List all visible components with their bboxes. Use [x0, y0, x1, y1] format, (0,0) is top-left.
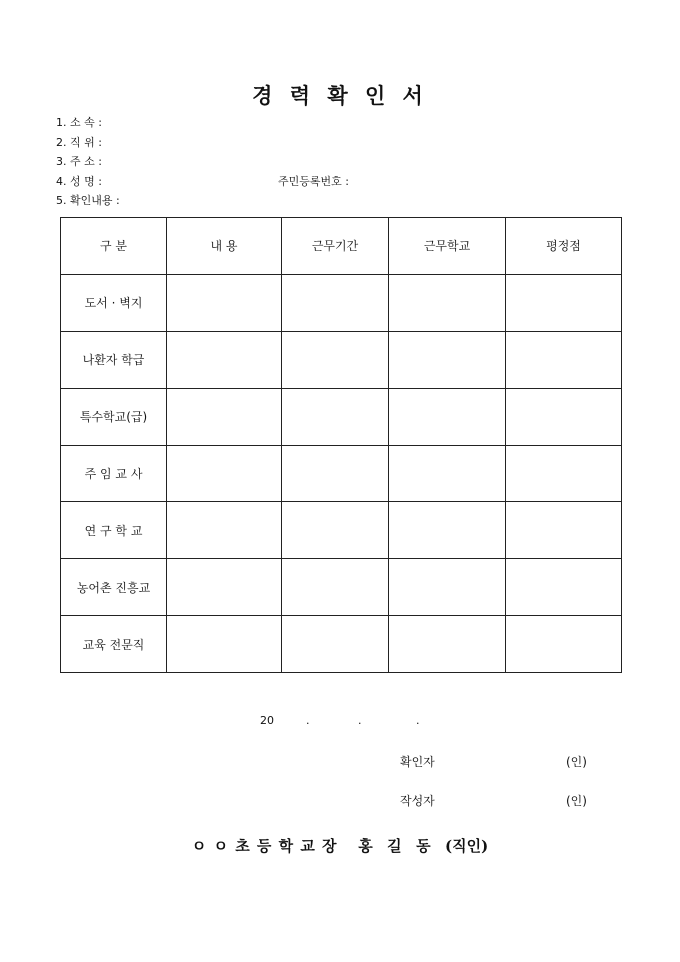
- row-category: 나환자 학급: [61, 331, 167, 388]
- resident-id-label: 주민등록번호 :: [278, 174, 349, 188]
- principal-signature: ㅇ ㅇ 초 등 학 교 장 홍 길 동 (직인): [191, 837, 489, 855]
- field-affiliation: [56, 113, 656, 133]
- row-category: 교육 전문직: [61, 616, 167, 673]
- cell-content: [167, 616, 282, 673]
- field-name: [56, 172, 656, 192]
- row-category: 주 임 교 사: [61, 445, 167, 502]
- cell-score: [506, 388, 622, 445]
- cell-period: [282, 274, 389, 331]
- cell-school: [389, 616, 506, 673]
- header-score: 평정점: [506, 218, 622, 275]
- header-period: 근무기간: [282, 218, 389, 275]
- field-label: 5. 확인내용 :: [56, 194, 120, 207]
- career-table: [60, 217, 622, 673]
- writer-row: [0, 792, 680, 810]
- field-label: 2. 직 위 :: [56, 135, 102, 149]
- date-year-prefix: 20: [260, 714, 274, 727]
- cell-period: [282, 331, 389, 388]
- table-row: [61, 559, 622, 616]
- header-category: 구 분: [61, 218, 167, 275]
- header-content: 내 용: [167, 218, 282, 275]
- cell-score: [506, 559, 622, 616]
- cell-school: [389, 502, 506, 559]
- cell-score: [506, 616, 622, 673]
- cell-content: [167, 274, 282, 331]
- cell-school: [389, 388, 506, 445]
- cell-school: [389, 559, 506, 616]
- cell-school: [389, 274, 506, 331]
- date-separator: .: [306, 714, 310, 727]
- confirmer-label: 확인자: [400, 755, 435, 769]
- table-row: [61, 445, 622, 502]
- date-separator: .: [358, 714, 362, 727]
- cell-content: [167, 502, 282, 559]
- cell-content: [167, 388, 282, 445]
- writer-seal: (인): [566, 794, 587, 808]
- row-category: 연 구 학 교: [61, 502, 167, 559]
- cell-content: [167, 331, 282, 388]
- date-line: [260, 714, 480, 730]
- confirmer-seal: (인): [566, 755, 587, 769]
- cell-period: [282, 502, 389, 559]
- row-category: 농어촌 진흥교: [61, 559, 167, 616]
- writer-label: 작성자: [400, 794, 435, 808]
- date-separator: .: [416, 714, 420, 727]
- table-row: [61, 616, 622, 673]
- cell-score: [506, 274, 622, 331]
- cell-period: [282, 445, 389, 502]
- row-category: 도서 · 벽지: [61, 274, 167, 331]
- field-label: 1. 소 속 :: [56, 116, 102, 129]
- field-position: [56, 133, 656, 153]
- confirmer-row: [0, 753, 680, 771]
- cell-content: [167, 445, 282, 502]
- table-row: [61, 274, 622, 331]
- table-row: [61, 388, 622, 445]
- table-row: [61, 502, 622, 559]
- field-label: 4. 성 명 :: [56, 174, 102, 188]
- cell-school: [389, 331, 506, 388]
- field-label: 3. 주 소 :: [56, 155, 102, 168]
- cell-score: [506, 502, 622, 559]
- cell-period: [282, 388, 389, 445]
- page-title: 경 력 확 인 서: [252, 83, 428, 108]
- row-category: 특수학교(급): [61, 388, 167, 445]
- field-confirmation-content: [56, 191, 656, 211]
- field-address: [56, 152, 656, 172]
- cell-period: [282, 559, 389, 616]
- table-row: [61, 331, 622, 388]
- cell-school: [389, 445, 506, 502]
- header-school: 근무학교: [389, 218, 506, 275]
- table-header-row: [61, 218, 622, 275]
- info-fields: [56, 113, 656, 211]
- cell-period: [282, 616, 389, 673]
- cell-score: [506, 445, 622, 502]
- cell-content: [167, 559, 282, 616]
- cell-score: [506, 331, 622, 388]
